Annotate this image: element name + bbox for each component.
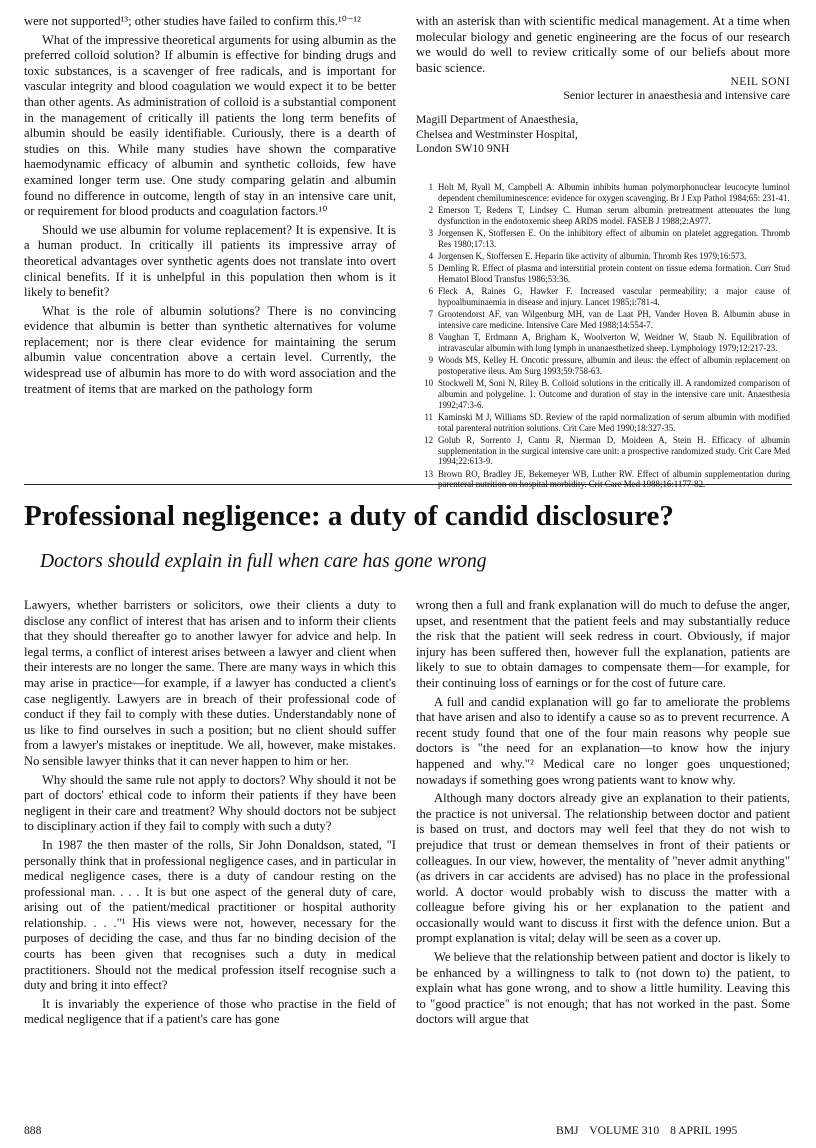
article-right-column (416, 598, 790, 1028)
journal-footer (556, 1124, 745, 1137)
reference-number: 5 (428, 263, 433, 274)
paragraph: What of the impressive theoretical arguments for using albumin as the preferred colloid solution? If albumin is effective for binding drugs and toxic substances, is a scavenger of free radicals, and is important for vascular integrity and blood coagulation we would expect it to be better than other agents. As administration of colloid is a substantial component in the management of critically ill patients the long term benefits of albumin should be easily identifiable. Curiously, there is a dearth of studies on this. While many studies have shown the comparative haemodynamic efficacy of albumin and synthetic colloids, few have examined longer term use. One study comparing gelatin and albumin found no difference in outcome, length of stay in an intensive care unit, or requirement for blood products and coagulation factors.¹⁰ (24, 32, 396, 219)
reference-text: Jorgensen K, Stoffersen E. Heparin like activity of albumin. Thromb Res 1979;16:573. (438, 250, 747, 261)
reference-text: Jorgensen K, Stoffersen E. On the inhibitory effect of albumin on platelet aggregation. Thromb Res 1980;17:13. (438, 227, 790, 249)
reference-item (416, 355, 790, 376)
issue-date: 8 APRIL 1995 (670, 1124, 738, 1137)
section-divider (24, 484, 792, 485)
reference-list (416, 182, 790, 490)
author-name: NEIL SONI (730, 76, 790, 89)
paragraph: Why should the same rule not apply to doctors? Why should it not be part of doctors' ethical code to inform their patients if they have been negligent in their care and treatment? Why should doctors not be subject to disciplinary action if they fail to comply with such a duty? (24, 772, 396, 834)
paragraph: were not supported¹³; other studies have failed to confirm this.¹⁰⁻¹² (24, 14, 361, 28)
paragraph: In 1987 the then master of the rolls, Sir John Donaldson, stated, "I personally think that in professional negligence cases, and in particular in medical negligence cases, there is a duty of candour resting on the professional man. . . . It is but one aspect of the general duty of care, arising out of the patient/medical practitioner or hospital authority relationship. . . ."¹ His views were not, however, necessary for the purposes of deciding the case, and thus far no binding decision of the courts has been given that recognises such a duty in medical practitioners. Should not the medical profession itself recognise such a duty and bring it into effect? (24, 837, 396, 993)
reference-number: 13 (424, 468, 433, 479)
reference-item (416, 378, 790, 410)
reference-text: Stockwell M, Soni N, Riley B. Colloid solutions in the critically ill. A randomized comparison of albumin and polygeline. 1. Outcome and duration of stay in the intensive care unit. Anaesthesia 1992;47:3-6. (438, 378, 790, 410)
reference-text: Golub R, Sorrento J, Cantu R, Nierman D, Moideen A, Stein H. Efficacy of albumin supplementation in the surgical intensive care unit: a prospective randomized study. Crit Care Med 1994;22:613-9. (438, 434, 790, 467)
paragraph: It is invariably the experience of those who practise in the field of medical negligence that if a patient's care has gone (24, 996, 396, 1027)
reference-item (416, 251, 790, 262)
author-role: Senior lecturer in anaesthesia and intensive care (563, 88, 790, 103)
page-number: 888 (24, 1124, 42, 1137)
reference-text: Woods MS, Kelley H. Oncotic pressure, albumin and ileus: the effect of albumin replacement on postoperative ileus. Am Surg 1993;59:758-63. (438, 355, 790, 376)
paragraph: A full and candid explanation will go far to ameliorate the problems that have arisen and also to identify a cause so as to prevent recurrence. A recent study found that one of the four main reasons why people sue doctors is "the need for an explanation—to know how the injury happened and why."² Medical care no longer goes unquestioned; nowadays if something goes wrong patients want to know why. (416, 694, 790, 787)
top-left-column (24, 14, 396, 397)
article-left-column (24, 598, 396, 1028)
reference-text: Kaminski M J, Williams SD. Review of the rapid normalization of serum albumin with modified total parenteral nutrition solutions. Crit Care Med 1990;18:327-35. (438, 411, 790, 433)
reference-text: Fleck A, Raines G, Hawker F. Increased vascular permeability; a major cause of hypoalbuminaemia in disease and injury. Lancet 1985;i:781-4. (438, 286, 790, 307)
reference-item (416, 205, 790, 226)
reference-number: 8 (428, 332, 433, 343)
reference-text: Vaughan T, Erdmann A, Brigham K, Woolverton W, Weidner W, Staub N. Equilibration of intravascular albumin with lung lymph in unanaesthetized sheep. Lymphology 1979;12:217-23. (438, 332, 790, 353)
address-line: London SW10 9NH (416, 141, 510, 155)
paragraph: We believe that the relationship between patient and doctor is likely to be enhanced by a willingness to talk to (not down to) the patient, to explain what has gone wrong, and to show a little humility. Leaving this to "good practice" is not enough; that has not worked in the past. Some doctors will argue that (416, 950, 790, 1027)
reference-item (416, 332, 790, 353)
address-line: Magill Department of Anaesthesia, (416, 113, 579, 127)
reference-item (416, 412, 790, 433)
paragraph: wrong then a full and frank explanation will do much to defuse the anger, upset, and resentment that the patient feels and may substantially reduce the risk that the patient will seek redress in court. Obviously, if major injury has been suffered then, however full the explanation, patients are likely to sue to obtain damages to compensate them—for example, for their continuing loss of earnings or for the cost of future care. (416, 598, 790, 690)
address-line: Chelsea and Westminster Hospital, (416, 127, 578, 141)
reference-text: Brown RO, Bradley JE, Bekemeyer WB, Luther RW. Effect of albumin supplementation during parenteral nutrition on hospital morbidity. Crit Care Med 1988;16:1177-82. (438, 468, 790, 490)
paragraph: Lawyers, whether barristers or solicitors, owe their clients a duty to disclose any conflict of interest that has arisen and to inform their clients that they should thereafter go to another lawyer for advice and help. In legal terms, a conflict of interest arises between a lawyer and client when their interests are no longer the same. There are many ways in which this may arise in practice—for example, if a lawyer has conducted a client's case negligently. Lawyers are in breach of their professional code of conduct if they fail to comply with these duties. Understandably none of us like to find ourselves in such a position; but no client should suffer from a lawyer's mistakes or ineptitude. We all, however, make mistakes. No sensible lawyer thinks that it can never happen to him or her. (24, 598, 396, 768)
reference-number: 1 (428, 181, 433, 192)
top-right-column (416, 14, 790, 492)
reference-number: 10 (424, 378, 433, 389)
reference-item (416, 435, 790, 467)
reference-number: 2 (428, 204, 433, 215)
reference-number: 6 (428, 286, 433, 297)
reference-text: Holt M, Ryall M, Campbell A. Albumin inhibits human polymorphonuclear leucocyte luminol dependent chemiluminescence: evidence for oxygen scavenging. Br J Exp Pathol 1984;65: 231-41. (438, 181, 790, 203)
journal-name: BMJ (556, 1124, 579, 1137)
reference-number: 3 (428, 227, 433, 238)
reference-item (416, 286, 790, 307)
paragraph: Should we use albumin for volume replacement? It is expensive. It is a human product. In critically ill patients its impressive array of theoretical advantages over synthetic agents does not translate into overt clinical benefits. If it is unhelpful in this population then whom is it likely to benefit? (24, 222, 396, 300)
reference-item (416, 228, 790, 249)
reference-text: Grootendorst AF, van Wilgenburg MH, van de Laat PH, Vander Hoven B. Albumin abuse in intensive care medicine. Intensive Care Med 1988;14:554-7. (438, 309, 790, 330)
reference-item (416, 263, 790, 284)
reference-number: 12 (424, 434, 433, 445)
reference-number: 7 (428, 309, 433, 320)
paragraph: Although many doctors already give an explanation to their patients, the practice is not universal. The relationship between doctor and patient is based on trust, and doctors may well feel that they do not wish to prejudice that trust or demean themselves in front of their patients or colleagues. In our view, however, the mentality of "never admit anything" (as drivers in car accidents are advised) has no place in the professional world. A doctor would probably wish to discuss the matter with a colleague before giving his or her explanation to the patient and occasionally would want to discuss it first with the defence union. But a prompt explanation is vital; delay will be seen as a cover up. (416, 791, 790, 946)
reference-text: Demling R. Effect of plasma and interstitial protein content on tissue edema formation. Curr Stud Hematol Blood Transfus 1986;53:36. (438, 263, 790, 284)
journal-volume: VOLUME 310 (589, 1124, 660, 1137)
paragraph: with an asterisk than with scientific medical management. At a time when molecular biology and genetic engineering are the focus of our research we would do well to review critically some of our beliefs about more basic science. (416, 14, 790, 75)
reference-number: 11 (424, 411, 433, 422)
reference-item (416, 469, 790, 490)
reference-number: 4 (428, 250, 433, 261)
author-address (416, 113, 790, 156)
paragraph: What is the role of albumin solutions? There is no convincing evidence that albumin is better than synthetic alternatives for volume replacement; nor is there clear evidence for maintaining the serum albumin value concentration above a certain level. Currently, the widespread use of albumin has more to do with word association and the treatment of items that are marked on the pathology form (24, 303, 396, 396)
article-title: Professional negligence: a duty of candid disclosure? (24, 500, 674, 532)
reference-text: Emerson T, Redens T, Lindsey C. Human serum albumin pretreatment attenuates the lung dysfunction in the endotoxemic sheep ARDS model. FASEB J 1988;2:A977. (438, 204, 790, 226)
reference-number: 9 (428, 355, 433, 366)
closing-text (416, 14, 790, 76)
article-standfirst: Doctors should explain in full when care has gone wrong (40, 551, 487, 572)
reference-item (416, 182, 790, 203)
reference-item (416, 309, 790, 330)
